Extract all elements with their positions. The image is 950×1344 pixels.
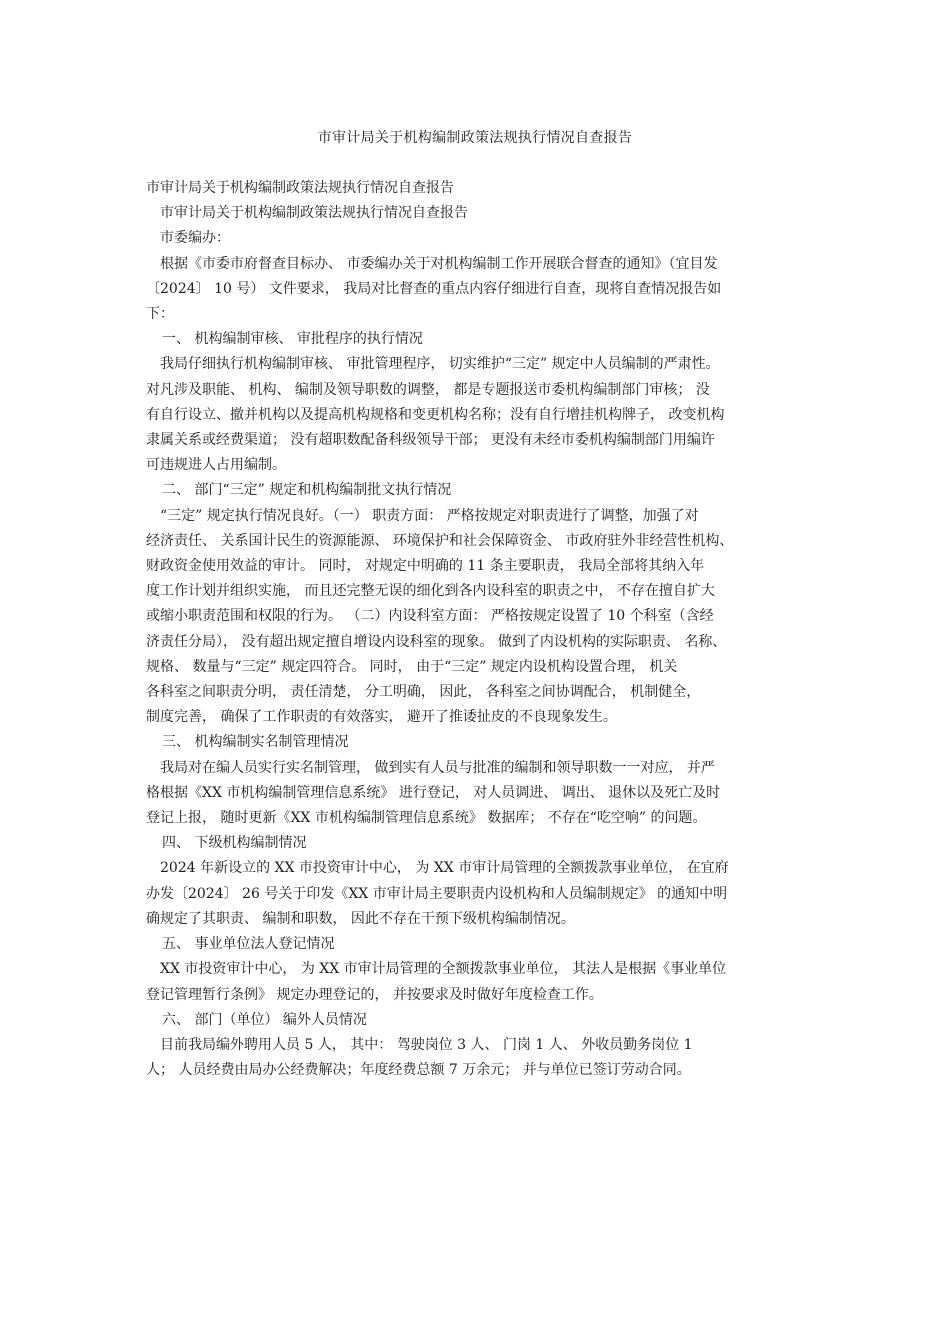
section-heading: 四、 下级机构编制情况 (162, 835, 307, 852)
section-heading: 二、 部门“三定” 规定和机构编制批文执行情况 (162, 482, 452, 499)
paragraph-line: 或缩小职责范围和权限的行为。 （二）内设科室方面： 严格按规定设置了 10 个科室（含经 (146, 608, 714, 625)
paragraph-line: 格根据《XX 市机构编制管理信息系统》 进行登记， 对人员调进、 调出、 退休以及死亡及时 (146, 784, 721, 801)
paragraph-line: 规格、 数量与“三定” 规定四符合。 同时， 由于“三定” 规定内设机构设置合理， 机关 (146, 658, 678, 675)
paragraph-line: 经济责任、 关系国计民生的资源能源、 环境保护和社会保障资金、 市政府驻外非经营性机构、 (146, 532, 734, 549)
paragraph-line: 我局对在编人员实行实名制管理， 做到实有人员与批准的编制和领导职数一一对应， 并严 (160, 759, 715, 776)
paragraph-line: 对凡涉及职能、 机构、 编制及领导职数的调整， 都是专题报送市委机构编制部门审核； 没 (146, 381, 710, 398)
paragraph-line: 度工作计划并组织实施， 而且还完整无误的细化到各内设科室的职责之中， 不存在擅自扩大 (146, 583, 715, 600)
paragraph-line: 下： (146, 306, 174, 323)
document-title: 市审计局关于机构编制政策法规执行情况自查报告 (317, 130, 633, 146)
paragraph-line: 2024 年新设立的 XX 市投资审计中心， 为 XX 市审计局管理的全额拨款事业单位， 在宜府 (160, 860, 729, 877)
section-heading: 一、 机构编制审核、 审批程序的执行情况 (162, 331, 423, 348)
paragraph-line: 财政资金使用效益的审计。 同时， 对规定中明确的 11 条主要职责， 我局全部将其纳入年 (146, 558, 705, 575)
paragraph-line: 有自行设立、撤并机构以及提高机构规格和变更机构名称；没有自行增挂机构牌子， 改变机构 (146, 406, 725, 423)
paragraph-line: 目前我局编外聘用人员 5 人， 其中： 驾驶岗位 3 人、 门岗 1 人、 外收员勤务岗位 1 (160, 1036, 693, 1053)
paragraph-line: 济责任分局）， 没有超出规定擅自增设内设科室的现象。 做到了内设机构的实际职责、 名称、 (146, 633, 727, 650)
paragraph-line: 登记管理暂行条例》 规定办理登记的， 并按要求及时做好年度检查工作。 (146, 986, 603, 1003)
paragraph-line: “三定” 规定执行情况良好。（一） 职责方面： 严格按规定对职责进行了调整，加强了对 (160, 507, 699, 524)
paragraph-line: 〔2024〕 10 号） 文件要求， 我局对比督查的重点内容仔细进行自查，现将自查情况报告如 (146, 280, 722, 297)
section-heading: 六、 部门（单位） 编外人员情况 (162, 1011, 367, 1028)
document-body (146, 176, 814, 1083)
subtitle-line: 市审计局关于机构编制政策法规执行情况自查报告 (146, 180, 454, 196)
repeated-title-line: 市审计局关于机构编制政策法规执行情况自查报告 (160, 205, 468, 222)
paragraph-line: 我局仔细执行机构编制审核、 审批管理程序， 切实维护“三定” 规定中人员编制的严肃性。 (160, 356, 720, 373)
section-heading: 三、 机构编制实名制管理情况 (162, 734, 349, 751)
paragraph-line: 人； 人员经费由局办公经费解决；年度经费总额 7 万余元； 并与单位已签订劳动合同。 (146, 1062, 691, 1079)
paragraph-line: 隶属关系或经费渠道； 没有超职数配备科级领导干部； 更没有未经市委机构编制部门用编许 (146, 432, 715, 449)
addressee-line: 市委编办： (160, 230, 230, 247)
section-heading: 五、 事业单位法人登记情况 (162, 936, 335, 953)
paragraph-line: 可违规进人占用编制。 (146, 457, 286, 474)
paragraph-line: 根据《市委市府督查目标办、 市委编办关于对机构编制工作开展联合督查的通知》（宜目发 (160, 255, 718, 272)
paragraph-line: 确规定了其职责、 编制和职数， 因此不存在干预下级机构编制情况。 (146, 910, 575, 927)
paragraph-line: 登记上报， 随时更新《XX 市机构编制管理信息系统》 数据库； 不存在“吃空响” 的问题。 (146, 810, 707, 827)
paragraph-line: 各科室之间职责分明， 责任清楚， 分工明确， 因此， 各科室之间协调配合， 机制健全， (146, 684, 701, 701)
paragraph-line: 办发〔2024〕 26 号关于印发《XX 市审计局主要职责内设机构和人员编制规定》 的通知中明 (146, 885, 728, 902)
paragraph-line: 制度完善， 确保了工作职责的有效落实， 避开了推诿扯皮的不良现象发生。 (146, 709, 617, 726)
paragraph-line: XX 市投资审计中心， 为 XX 市审计局管理的全额拨款事业单位， 其法人是根据《事业单位 (160, 961, 727, 978)
